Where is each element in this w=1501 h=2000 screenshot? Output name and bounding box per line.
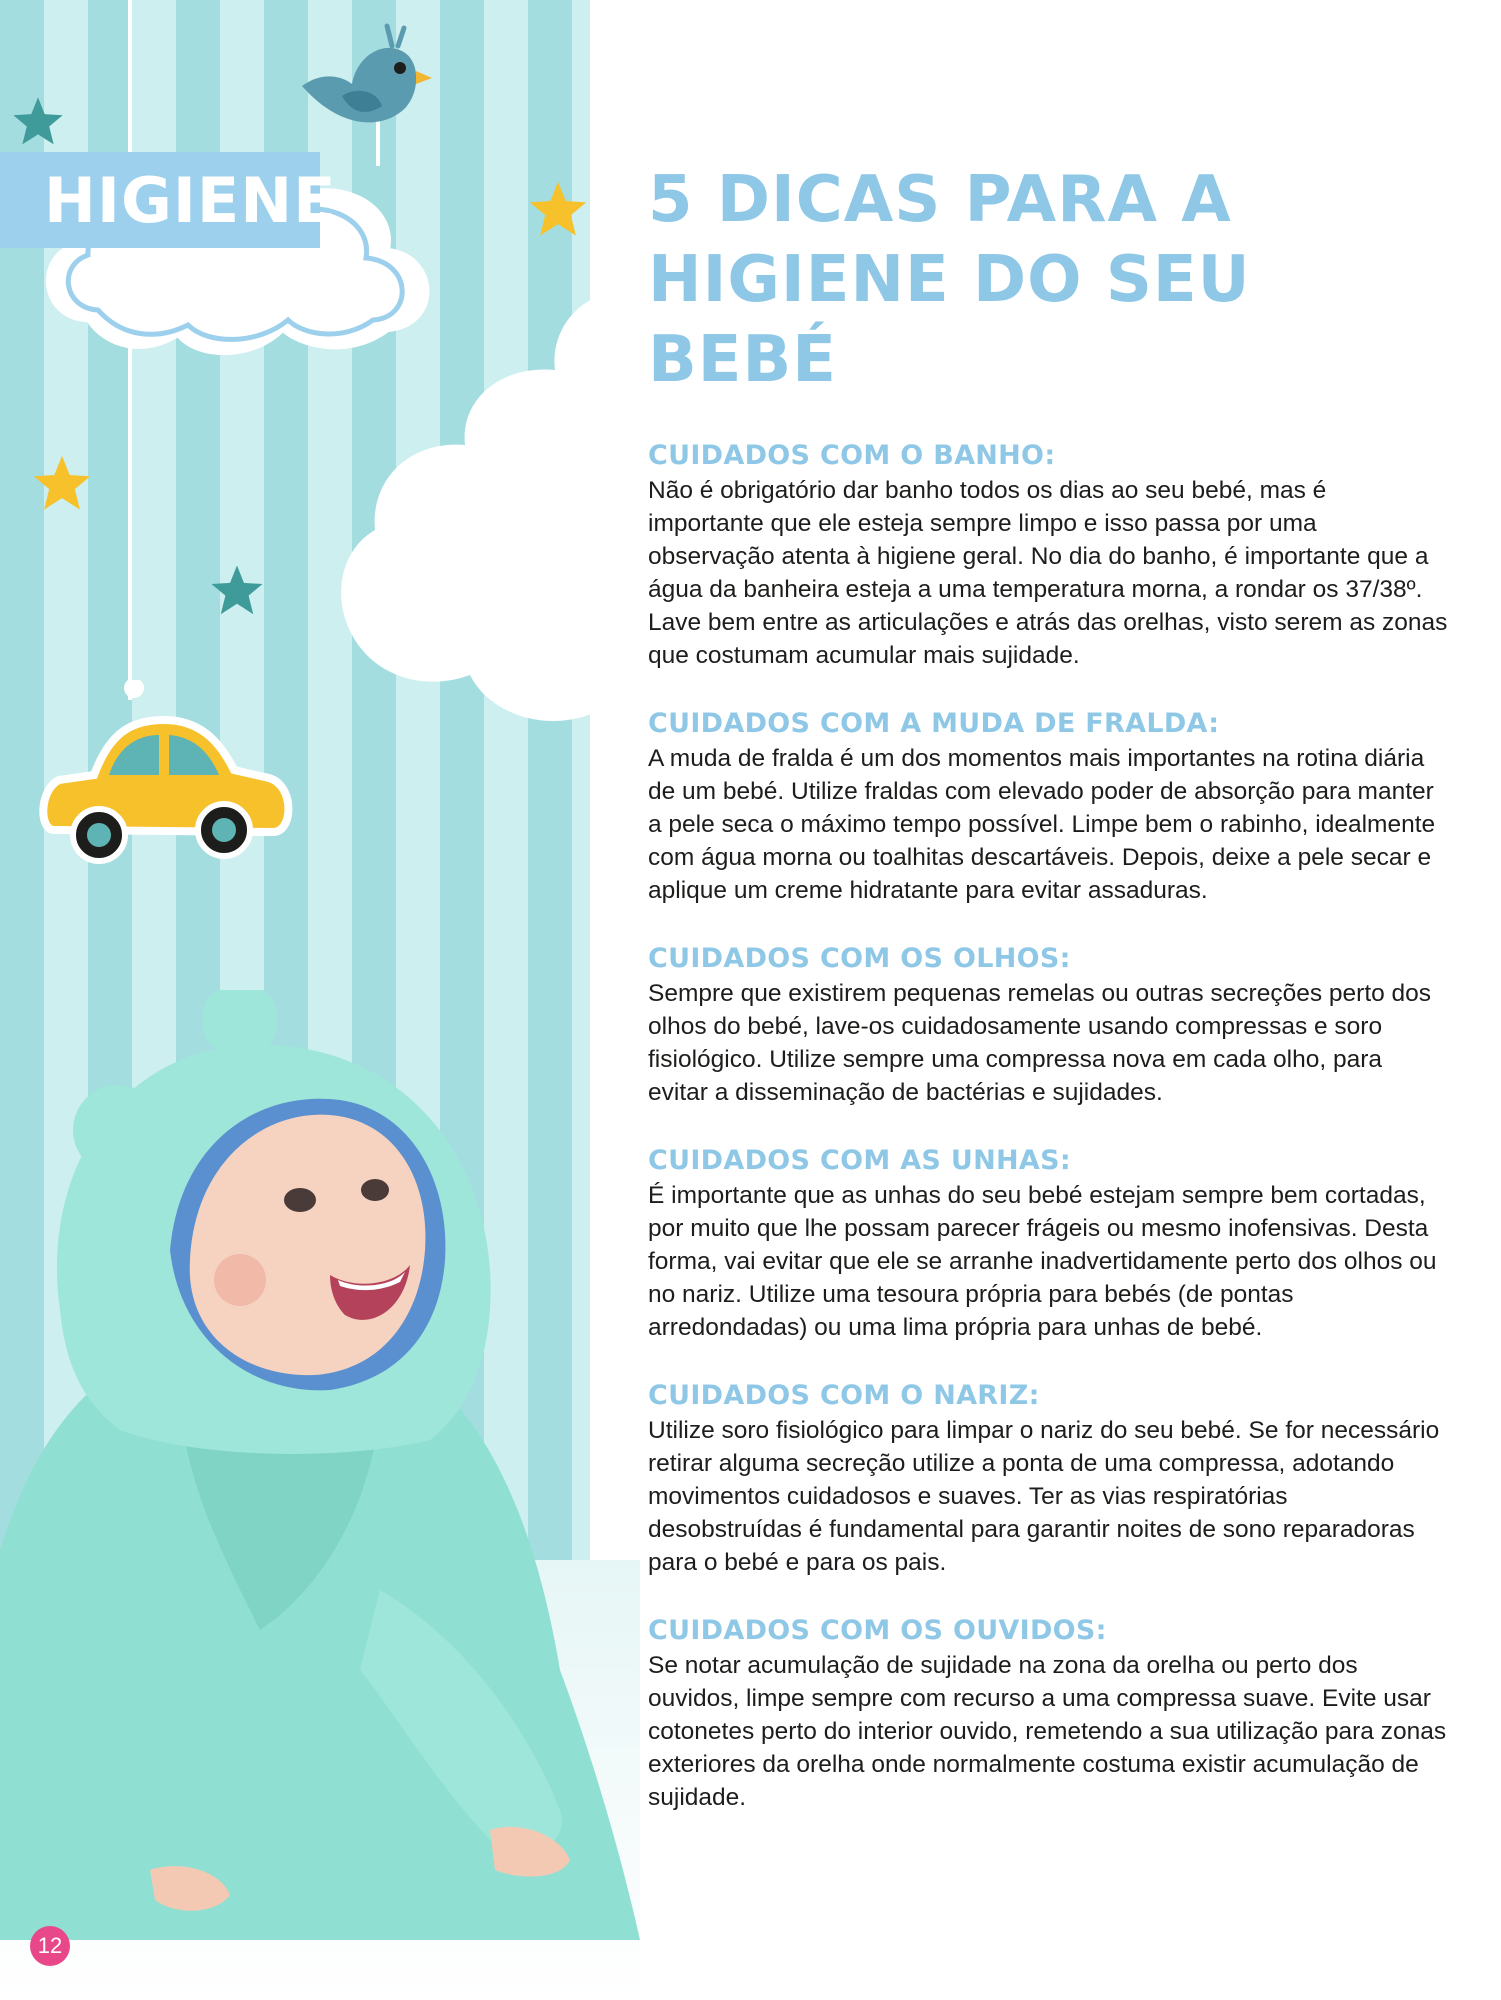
tip-body: Utilize soro fisiológico para limpar o nariz do seu bebé. Se for necessário retirar alguma secreção utilize a ponta de uma compressa, adotando movimentos cuidadosos e suaves. Ter as vias respiratórias desobstruídas é fundamental para garantir noites de sono reparadoras para o bebé e para os pais. (648, 1417, 1440, 1576)
tip-section-nails (648, 1143, 1448, 1344)
page-number-badge: 12 (30, 1926, 70, 1966)
star-icon (208, 562, 266, 620)
page-title: 5 DICAS PARA A HIGIENE DO SEU BEBÉ (648, 163, 1251, 397)
tip-body: É importante que as unhas do seu bebé estejam sempre bem cortadas, por muito que lhe possam parecer frágeis ou mesmo inofensivas. Desta forma, vai evitar que ele se arranhe inadvertidamente perto dos olhos ou no nariz. Utilize uma tesoura própria para bebés (de pontas arredondadas) ou uma lima própria para unhas de bebé. (648, 1182, 1437, 1341)
tip-section-eyes (648, 941, 1448, 1109)
tip-body: Sempre que existirem pequenas remelas ou outras secreções perto dos olhos do bebé, lave-os cuidadosamente usando compressas e soro fisiológico. Utilize sempre uma compressa nova em cada olho, para evitar a disseminação de bactérias e sujidades. (648, 980, 1432, 1106)
tips-list (648, 438, 1448, 1814)
section-tag: HIGIENE (0, 152, 320, 248)
tip-body: A muda de fralda é um dos momentos mais importantes na rotina diária de um bebé. Utilize fraldas com elevado poder de absorção para manter a pele seca o máximo tempo possível. Limpe bem o rabinho, idealmente com água morna ou toalhitas descartáveis. Depois, deixe a pele secar e aplique um creme hidratante para evitar assaduras. (648, 745, 1436, 904)
tip-section-diaper (648, 706, 1448, 907)
tip-heading: CUIDADOS COM AS UNHAS: (648, 1145, 1071, 1176)
star-icon (10, 94, 66, 150)
star-icon (30, 452, 94, 516)
tip-section-ears (648, 1613, 1448, 1814)
tip-section-bath (648, 438, 1448, 672)
tip-section-nose (648, 1378, 1448, 1579)
bird-icon (282, 16, 452, 166)
hanging-string-lower (128, 340, 132, 700)
tip-body: Se notar acumulação de sujidade na zona da orelha ou perto dos ouvidos, limpe sempre com recurso a uma compressa suave. Evite usar cotonetes perto do interior ouvido, remetendo a sua utilização para zonas exteriores da orelha onde normalmente costuma existir acumulação de sujidade. (648, 1652, 1447, 1811)
tip-heading: CUIDADOS COM O NARIZ: (648, 1380, 1040, 1411)
article-content (648, 160, 1448, 1848)
tip-heading: CUIDADOS COM OS OUVIDOS: (648, 1615, 1107, 1646)
star-icon (526, 178, 590, 242)
toy-car-icon (34, 680, 294, 880)
tip-body: Não é obrigatório dar banho todos os dias ao seu bebé, mas é importante que ele esteja sempre limpo e isso passa por uma observação atenta à higiene geral. No dia do banho, é importante que a água da banheira esteja a uma temperatura morna, a rondar os 37/38º. Lave bem entre as articulações e atrás das orelhas, visto serem as zonas que costumam acumular mais sujidade. (648, 477, 1448, 669)
tip-heading: CUIDADOS COM A MUDA DE FRALDA: (648, 708, 1220, 739)
tip-heading: CUIDADOS COM O BANHO: (648, 440, 1056, 471)
baby-in-bathrobe-photo (0, 990, 640, 1940)
tip-heading: CUIDADOS COM OS OLHOS: (648, 943, 1071, 974)
